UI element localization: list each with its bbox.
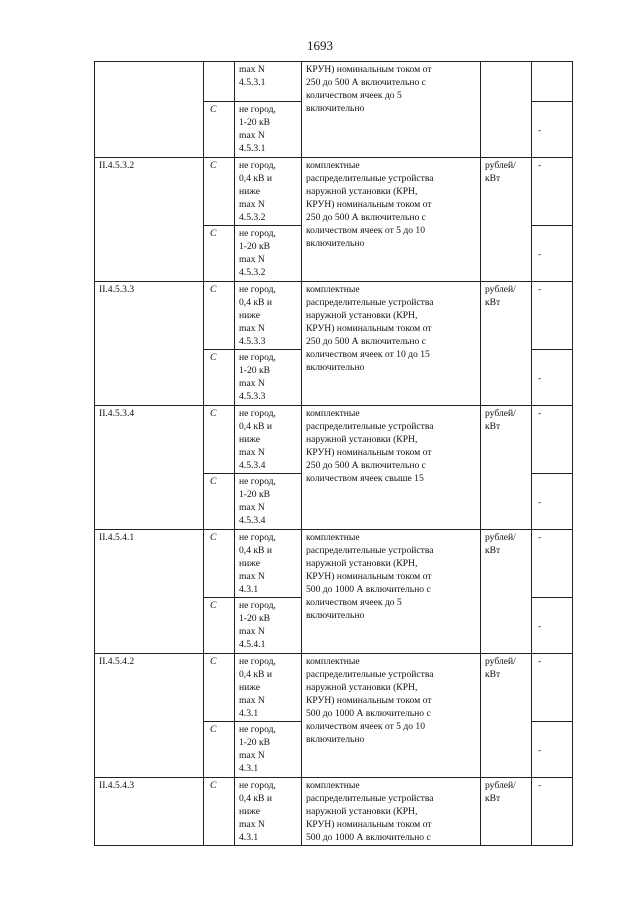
row-category xyxy=(235,778,302,846)
row-description-text: комплектные распределительные устройства наружной установки (КРН, КРУН) номинальным током от 500 до 1000 А включительно с количеством ячеек до 5 включительно xyxy=(306,532,434,621)
row-value xyxy=(532,406,573,474)
row-category xyxy=(235,102,302,158)
table-row xyxy=(95,654,573,722)
row-category xyxy=(235,530,302,598)
row-value-text: - xyxy=(538,532,542,543)
row-code-text: II.4.5.3.3 xyxy=(99,284,135,295)
tariff-table xyxy=(94,61,573,846)
row-description xyxy=(302,406,481,530)
row-value-text: - xyxy=(538,620,542,632)
row-type xyxy=(204,102,235,158)
row-category xyxy=(235,282,302,350)
row-value xyxy=(532,62,573,102)
row-type-text: C xyxy=(210,600,217,611)
row-type-text: C xyxy=(210,408,217,419)
row-unit xyxy=(481,282,532,406)
row-category-text: не город, 1-20 кВ max N 4.3.1 xyxy=(239,724,276,774)
row-description xyxy=(302,530,481,654)
table-row xyxy=(95,406,573,474)
row-category-text: не город, 0,4 кВ и ниже max N 4.3.1 xyxy=(239,780,276,843)
row-type-text: C xyxy=(210,104,217,115)
row-category-text: не город, 0,4 кВ и ниже max N 4.3.1 xyxy=(239,656,276,719)
row-category-text: не город, 1-20 кВ max N 4.5.3.3 xyxy=(239,352,276,402)
row-category-text: не город, 1-20 кВ max N 4.5.3.1 xyxy=(239,104,276,154)
row-unit xyxy=(481,654,532,778)
row-category-text: не город, 0,4 кВ и ниже max N 4.3.1 xyxy=(239,532,276,595)
row-description xyxy=(302,62,481,158)
row-description-text: комплектные распределительные устройства наружной установки (КРН, КРУН) номинальным током от 250 до 500 А включительно с количеством ячеек свыше 15 xyxy=(306,408,434,484)
table-row xyxy=(95,158,573,226)
row-value-text: - xyxy=(538,496,542,508)
row-category xyxy=(235,722,302,778)
row-value xyxy=(532,350,573,406)
row-type-text: C xyxy=(210,284,217,295)
row-category-text: не город, 1-20 кВ max N 4.5.4.1 xyxy=(239,600,276,650)
row-value xyxy=(532,158,573,226)
row-category xyxy=(235,62,302,102)
row-type xyxy=(204,474,235,530)
row-unit xyxy=(481,406,532,530)
row-type xyxy=(204,530,235,598)
row-type xyxy=(204,282,235,350)
row-type-text: C xyxy=(210,352,217,363)
row-unit xyxy=(481,158,532,282)
row-type-text: C xyxy=(210,656,217,667)
table-row xyxy=(95,62,573,102)
row-value-text: - xyxy=(538,124,542,136)
row-unit xyxy=(481,778,532,846)
row-type xyxy=(204,654,235,722)
row-value xyxy=(532,654,573,722)
row-unit xyxy=(481,530,532,654)
row-code-text: II.4.5.3.2 xyxy=(99,160,135,171)
row-unit-text: рублей/ кВт xyxy=(485,160,516,184)
row-value-text: - xyxy=(538,248,542,260)
row-description-text: комплектные распределительные устройства наружной установки (КРН, КРУН) номинальным током от 500 до 1000 А включительно с xyxy=(306,780,434,843)
row-description xyxy=(302,778,481,846)
row-code xyxy=(95,654,204,778)
row-unit-text: рублей/ кВт xyxy=(485,532,516,556)
row-type xyxy=(204,722,235,778)
row-value xyxy=(532,474,573,530)
row-description xyxy=(302,282,481,406)
row-code-text: II.4.5.4.1 xyxy=(99,532,135,543)
row-value-text: - xyxy=(538,284,542,295)
row-description xyxy=(302,654,481,778)
table-row xyxy=(95,530,573,598)
row-unit-text: рублей/ кВт xyxy=(485,780,516,804)
row-code xyxy=(95,282,204,406)
row-unit-text: рублей/ кВт xyxy=(485,284,516,308)
row-unit-text: рублей/ кВт xyxy=(485,656,516,680)
row-type xyxy=(204,158,235,226)
row-type xyxy=(204,226,235,282)
row-description-text: комплектные распределительные устройства наружной установки (КРН, КРУН) номинальным током от 500 до 1000 А включительно с количеством ячеек от 5 до 10 включительно xyxy=(306,656,434,745)
table-row xyxy=(95,778,573,846)
row-type-text: C xyxy=(210,476,217,487)
row-value-text: - xyxy=(538,408,542,419)
row-code xyxy=(95,530,204,654)
row-value-text: - xyxy=(538,372,542,384)
row-type xyxy=(204,778,235,846)
row-type-text: C xyxy=(210,532,217,543)
row-category-text: не город, 0,4 кВ и ниже max N 4.5.3.3 xyxy=(239,284,276,347)
row-code-text: II.4.5.4.3 xyxy=(99,780,135,791)
page-number: 1693 xyxy=(307,38,333,53)
row-value xyxy=(532,778,573,846)
row-value xyxy=(532,530,573,598)
row-category-text: max N 4.5.3.1 xyxy=(239,64,266,88)
row-category xyxy=(235,598,302,654)
table-body xyxy=(95,62,573,846)
row-value-text: - xyxy=(538,744,542,756)
row-category-text: не город, 0,4 кВ и ниже max N 4.5.3.2 xyxy=(239,160,276,223)
row-value xyxy=(532,226,573,282)
row-type xyxy=(204,62,235,102)
row-description xyxy=(302,158,481,282)
row-type-text: C xyxy=(210,724,217,735)
row-type-text: C xyxy=(210,160,217,171)
row-description-text: комплектные распределительные устройства наружной установки (КРН, КРУН) номинальным током от 250 до 500 А включительно с количеством ячеек от 10 до 15 включительно xyxy=(306,284,434,373)
row-category-text: не город, 1-20 кВ max N 4.5.3.2 xyxy=(239,228,276,278)
row-type-text: C xyxy=(210,780,217,791)
row-type-text: C xyxy=(210,228,217,239)
row-category xyxy=(235,350,302,406)
row-category xyxy=(235,474,302,530)
row-value xyxy=(532,102,573,158)
row-category-text: не город, 1-20 кВ max N 4.5.3.4 xyxy=(239,476,276,526)
row-type xyxy=(204,598,235,654)
row-code xyxy=(95,62,204,158)
row-value xyxy=(532,282,573,350)
row-category xyxy=(235,654,302,722)
row-description-text: комплектные распределительные устройства наружной установки (КРН, КРУН) номинальным током от 250 до 500 А включительно с количеством ячеек от 5 до 10 включительно xyxy=(306,160,434,249)
row-description-text: КРУН) номинальным током от 250 до 500 А включительно с количеством ячеек до 5 включительно xyxy=(306,64,432,114)
row-category-text: не город, 0,4 кВ и ниже max N 4.5.3.4 xyxy=(239,408,276,471)
table-row xyxy=(95,282,573,350)
row-value xyxy=(532,598,573,654)
row-code xyxy=(95,406,204,530)
row-category xyxy=(235,158,302,226)
row-value-text: - xyxy=(538,160,542,171)
row-unit xyxy=(481,62,532,158)
row-code-text: II.4.5.4.2 xyxy=(99,656,135,667)
row-category xyxy=(235,406,302,474)
row-value-text: - xyxy=(538,656,542,667)
row-value xyxy=(532,722,573,778)
row-code xyxy=(95,158,204,282)
row-code xyxy=(95,778,204,846)
row-unit-text: рублей/ кВт xyxy=(485,408,516,432)
row-type xyxy=(204,406,235,474)
row-category xyxy=(235,226,302,282)
row-type xyxy=(204,350,235,406)
row-value-text: - xyxy=(538,780,542,791)
row-code-text: II.4.5.3.4 xyxy=(99,408,135,419)
